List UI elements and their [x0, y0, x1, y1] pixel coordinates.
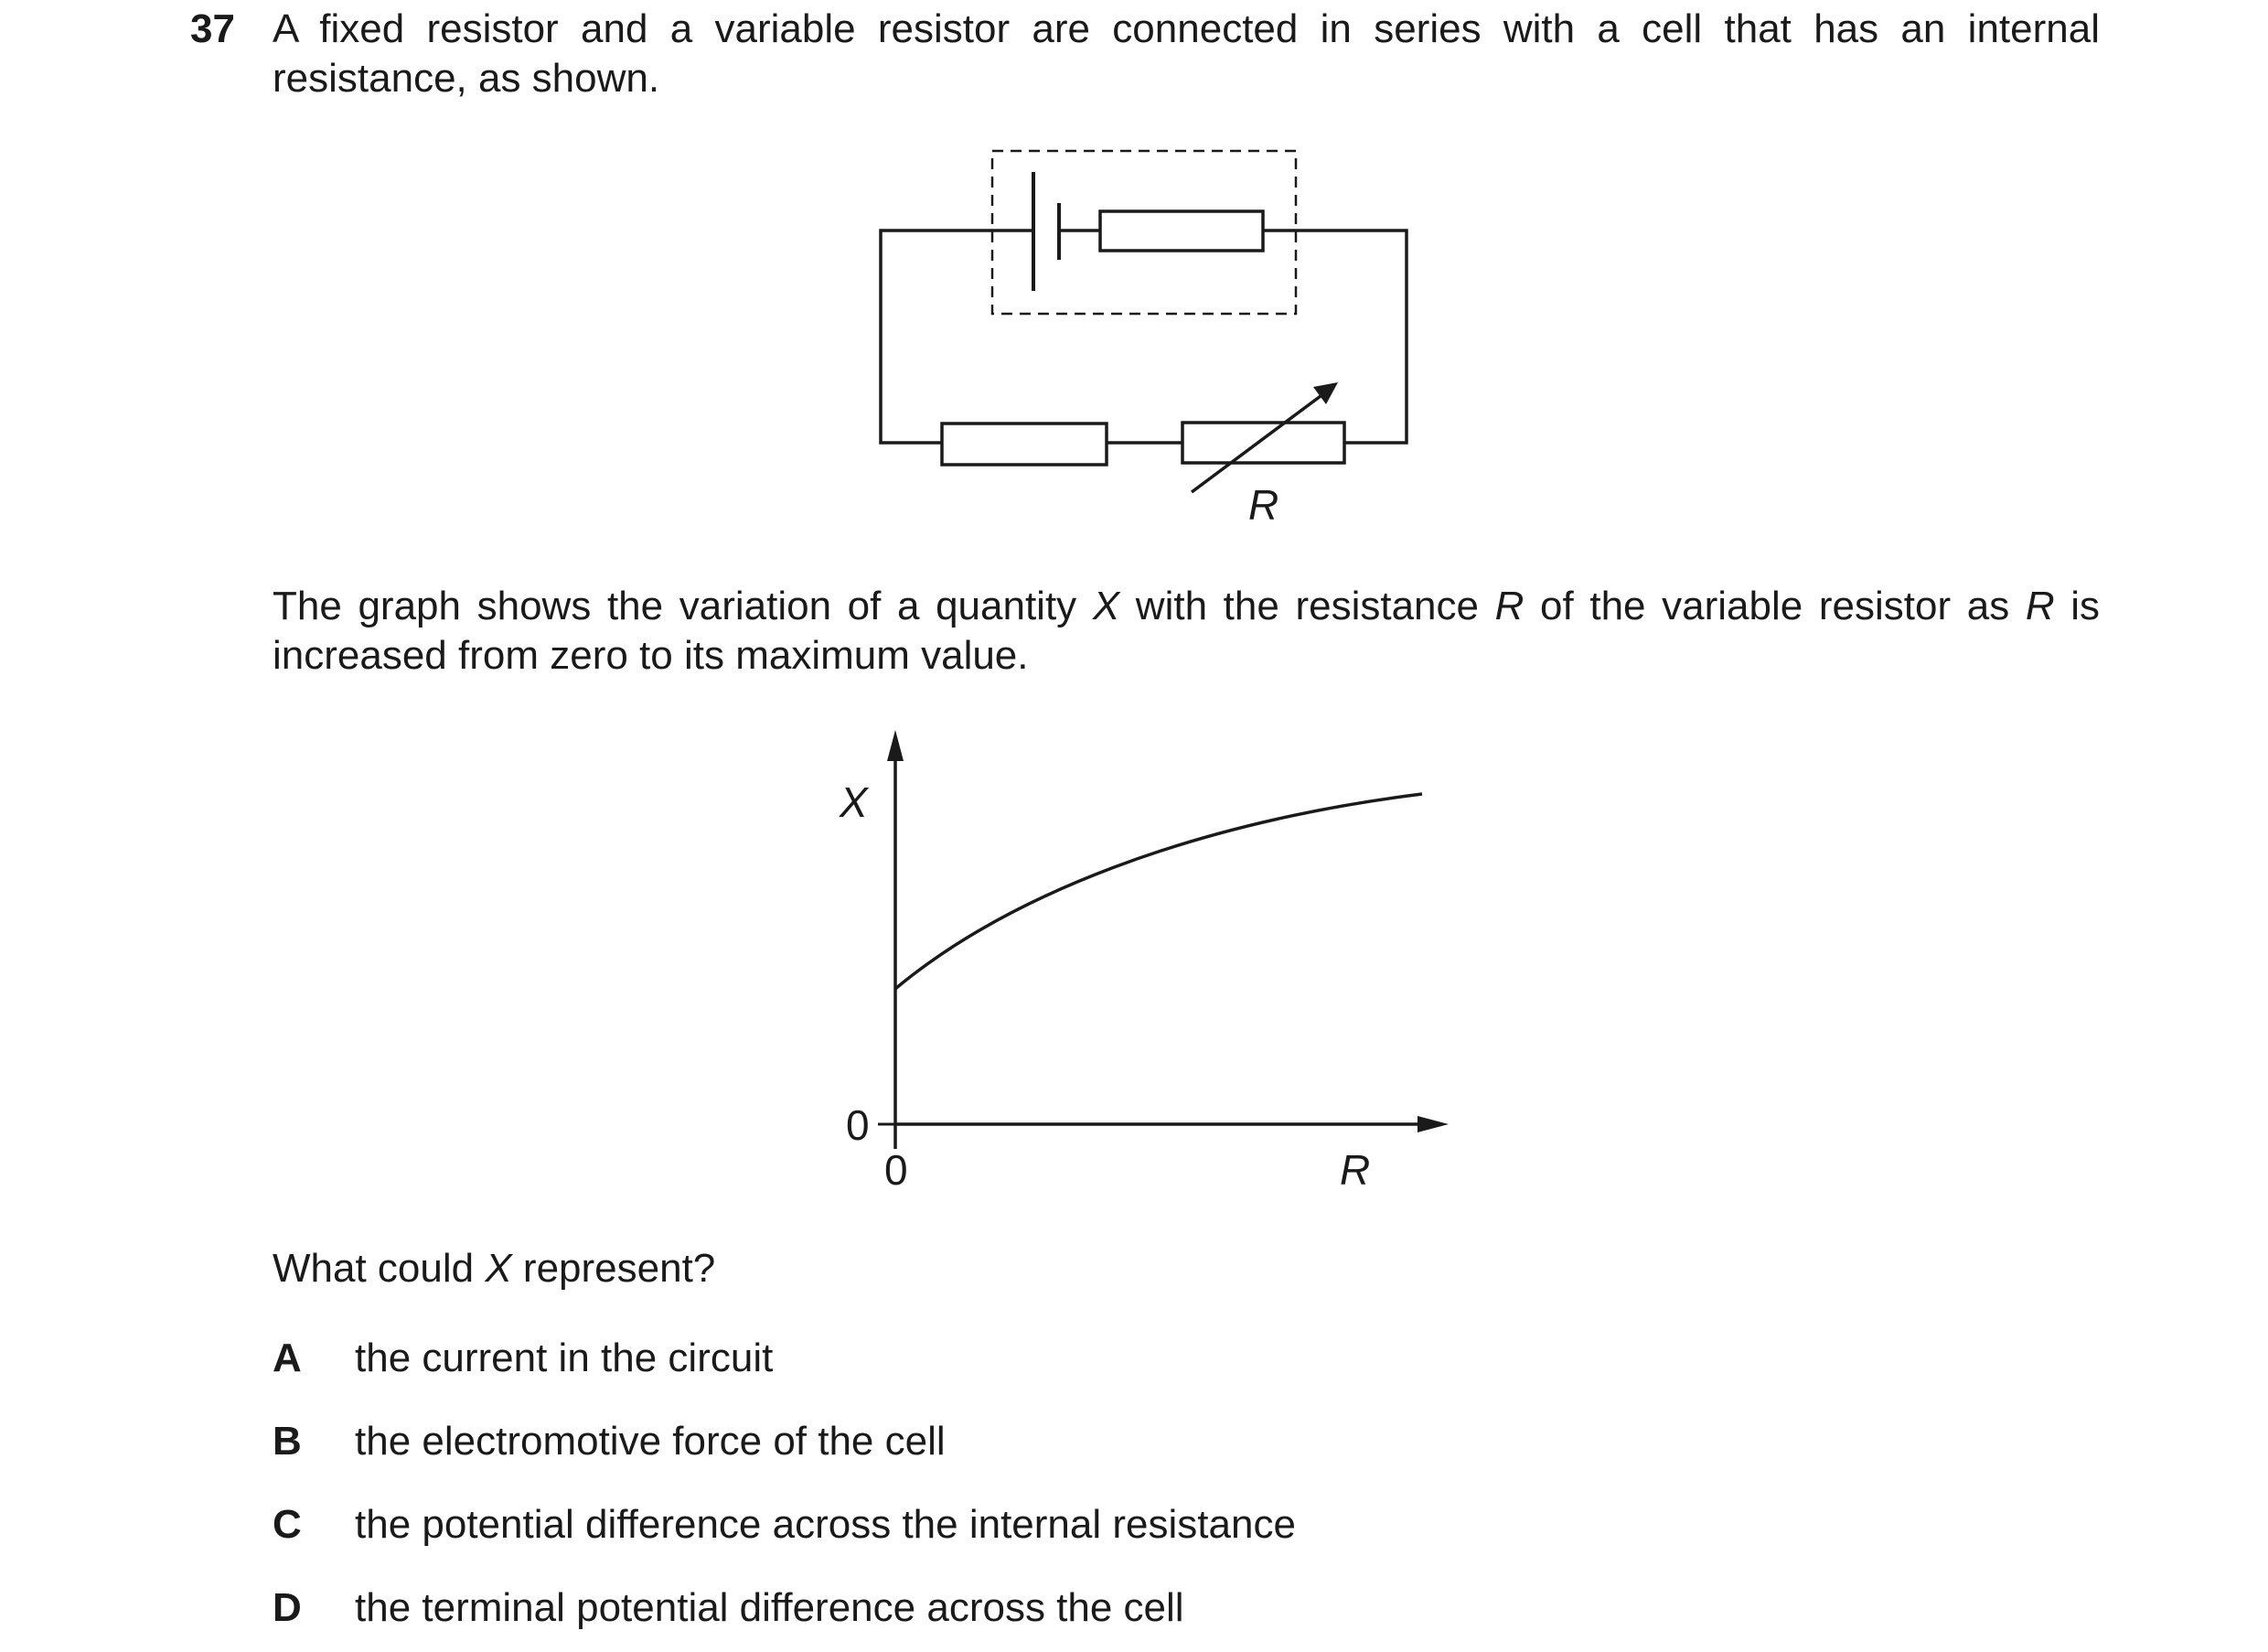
option-letter: B [273, 1419, 302, 1464]
circuit-wire-right [1263, 231, 1407, 443]
question-intro: A fixed resistor and a variable resistor are connected in series with a cell that has an internal resistance, as shown. [273, 6, 2100, 101]
variable-resistor-arrowhead [1313, 382, 1338, 404]
variable-resistor-arrow-shaft [1192, 393, 1324, 492]
graph-y-origin-label: 0 [846, 1101, 870, 1149]
graph [878, 730, 1449, 1149]
option-letter: D [273, 1585, 302, 1630]
option-text: the current in the circuit [355, 1336, 774, 1380]
option-letter: A [273, 1336, 302, 1380]
prompt-text-2: represent? [511, 1246, 716, 1291]
graph-description [273, 582, 2100, 681]
internal-resistor [1100, 211, 1263, 251]
graph-x-origin-label: 0 [884, 1146, 908, 1194]
fixed-resistor [942, 424, 1107, 465]
variable-resistor [1182, 423, 1344, 463]
circuit-wire-left [881, 231, 1033, 443]
graph-desc-var-r: R [1494, 584, 1524, 628]
graph-y-axis-label: X [840, 778, 868, 826]
question-number: 37 [190, 6, 235, 51]
variable-resistor-label: R [1248, 481, 1279, 529]
circuit-diagram [881, 151, 1407, 492]
graph-desc-text-3: of the variable resistor as [1524, 584, 2026, 628]
graph-curve [895, 794, 1422, 989]
prompt-var-x: X [485, 1246, 512, 1291]
graph-desc-var-x: X [1092, 584, 1120, 628]
graph-x-arrowhead [1418, 1116, 1449, 1132]
option-text: the terminal potential difference across the cell [355, 1585, 1184, 1630]
question-prompt [273, 1244, 2100, 1293]
option-text: the potential difference across the internal resistance [355, 1502, 1296, 1547]
graph-desc-text-4: is increased from zero to its maximum value. [273, 584, 2100, 678]
graph-desc-var-r-2: R [2025, 584, 2055, 628]
option-letter: C [273, 1502, 302, 1547]
option-text: the electromotive force of the cell [355, 1419, 946, 1464]
graph-desc-text-2: with the resistance [1119, 584, 1495, 628]
cell-dashed-boundary [992, 151, 1296, 314]
graph-y-arrowhead [887, 730, 904, 761]
graph-desc-text-1: The graph shows the variation of a quantity [273, 584, 1093, 628]
prompt-text-1: What could [273, 1246, 486, 1291]
graph-x-axis-label: R [1340, 1146, 1371, 1194]
